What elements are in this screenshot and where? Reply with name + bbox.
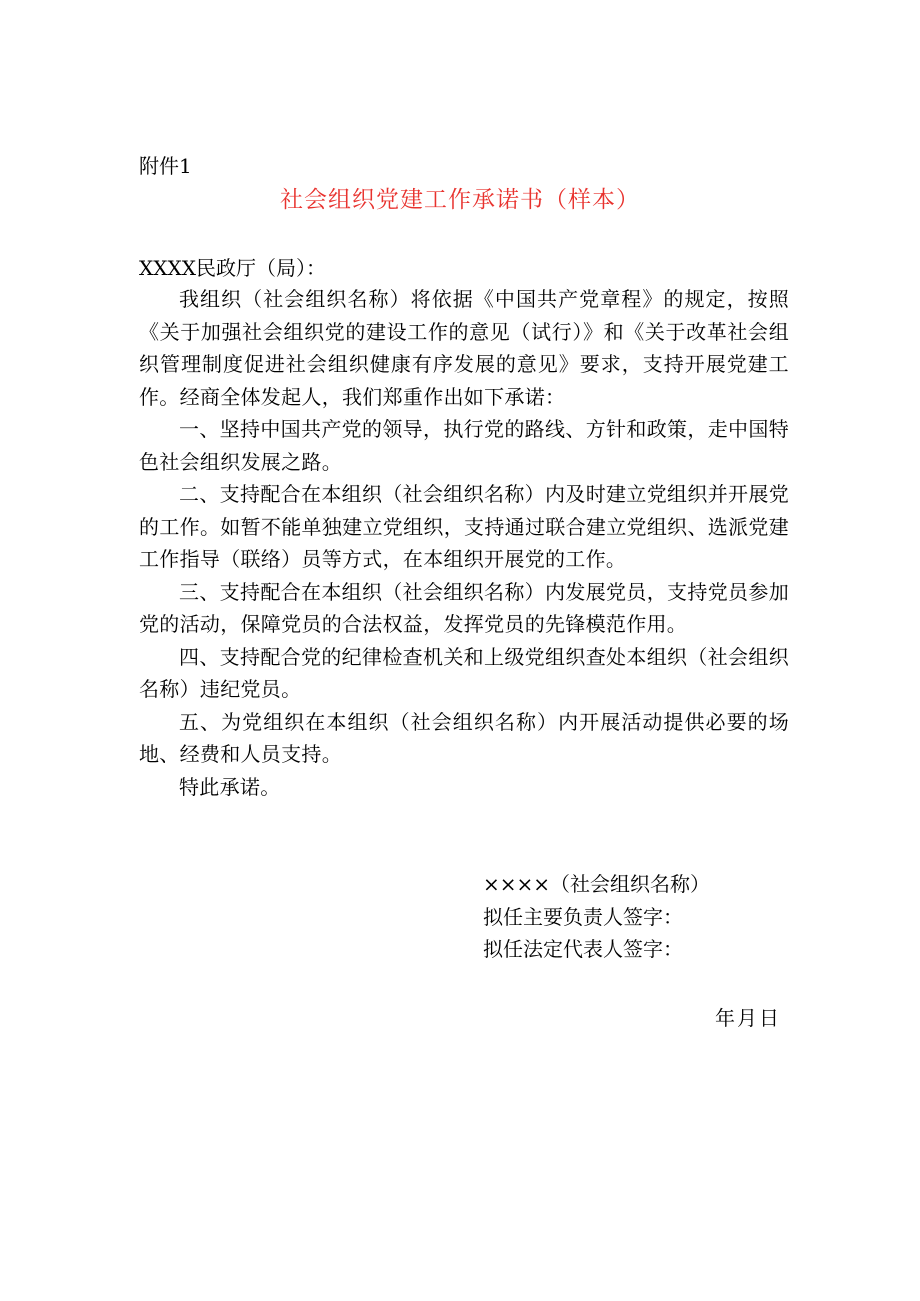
signature-org-name: ××××（社会组织名称） bbox=[483, 872, 711, 896]
intro-paragraph: 我组织（社会组织名称）将依据《中国共产党章程》的规定，按照《关于加强社会组织党的建设工作的意见（试行）》和《关于改革社会组织管理制度促进社会组织健康有序发展的意见》要求，支持开展党建工作。经商全体发起人，我们郑重作出如下承诺： bbox=[139, 287, 789, 409]
document-body bbox=[139, 283, 789, 803]
legal-rep-signature-line: 拟任法定代表人签字： bbox=[483, 937, 683, 961]
commitment-4: 四、支持配合党的纪律检查机关和上级党组织查处本组织（社会组织名称）违纪党员。 bbox=[139, 644, 789, 701]
commitment-1: 一、坚持中国共产党的领导，执行党的路线、方针和政策，走中国特色社会组织发展之路。 bbox=[139, 417, 789, 474]
commitment-2: 二、支持配合在本组织（社会组织名称）内及时建立党组织并开展党的工作。如暂不能单独建立党组织，支持通过联合建立党组织、选派党建工作指导（联络）员等方式，在本组织开展党的工作。 bbox=[139, 482, 789, 571]
attachment-label: 附件1 bbox=[139, 154, 192, 178]
commitment-3: 三、支持配合在本组织（社会组织名称）内发展党员，支持党员参加党的活动，保障党员的合法权益，发挥党员的先锋模范作用。 bbox=[139, 579, 789, 636]
document-title: 社会组织党建工作承诺书（样本） bbox=[280, 187, 640, 213]
principal-signature-line: 拟任主要负责人签字： bbox=[483, 904, 683, 929]
salutation: XXXX民政厅（局）： bbox=[139, 256, 326, 280]
date-line: 年月日 bbox=[715, 1006, 781, 1030]
closing-line: 特此承诺。 bbox=[179, 774, 281, 799]
commitment-5: 五、为党组织在本组织（社会组织名称）内开展活动提供必要的场地、经费和人员支持。 bbox=[139, 709, 789, 766]
signature-block bbox=[483, 868, 710, 966]
